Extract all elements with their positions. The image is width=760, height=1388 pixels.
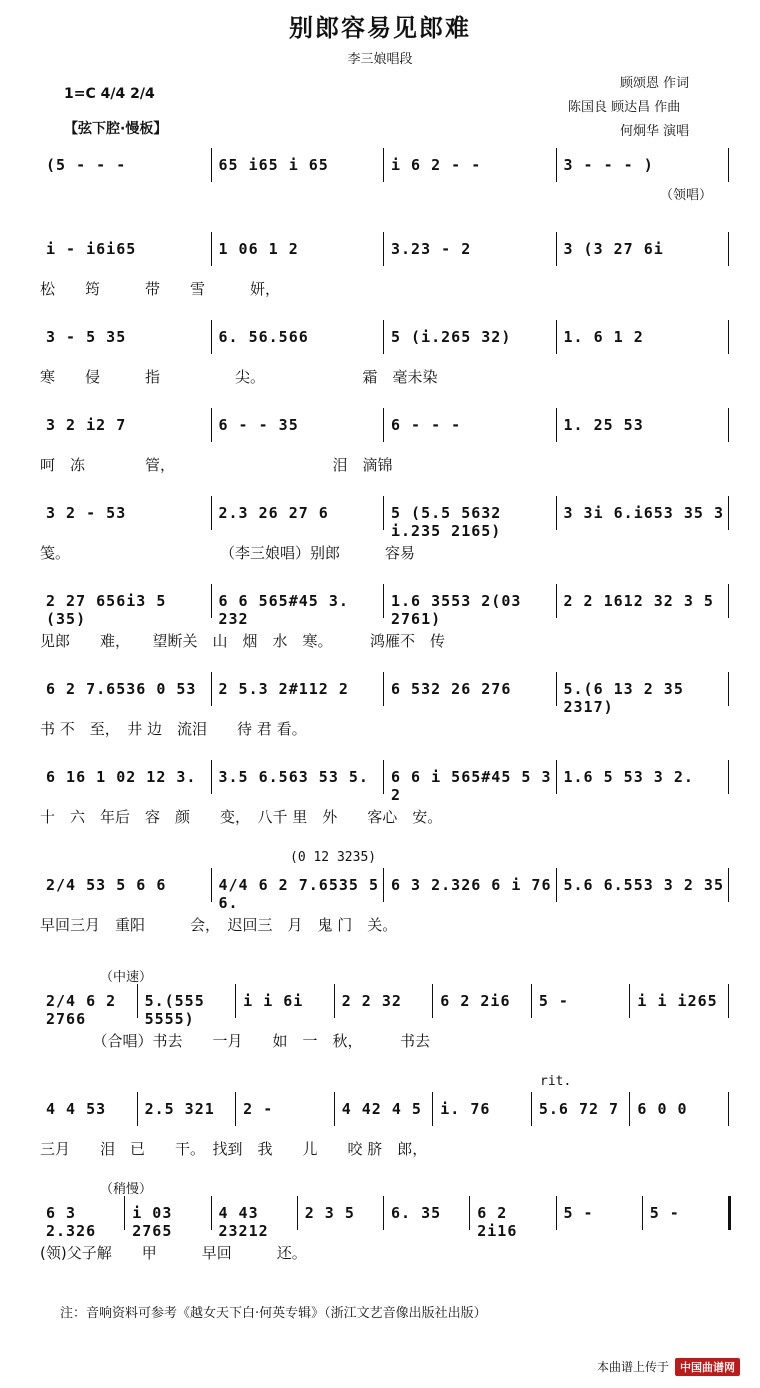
measure-notes: 4 42 4 5: [341, 1100, 422, 1118]
bar-line: [383, 408, 384, 442]
measure-notes: 5 -: [538, 992, 569, 1010]
measure-notes: 1 06 1 2: [218, 240, 299, 258]
score-system: [40, 584, 730, 650]
bar-line: [432, 1092, 433, 1126]
bar-line: [297, 1196, 298, 1230]
bar-line: [728, 148, 729, 182]
bar-line: [556, 672, 557, 706]
staff-line: [40, 1092, 730, 1126]
bar-line: [556, 760, 557, 794]
lyrics-line: 松 筠 带 雪 妍，: [40, 280, 281, 298]
measure-notes: 3 - - - ): [563, 156, 654, 174]
lyrics-line: 笺。 （李三娘唱）别郎 容易: [40, 544, 416, 562]
composer-credit: 陈国良 顾达昌 作曲: [568, 100, 681, 115]
bar-line: [383, 496, 384, 530]
score-system: [40, 1074, 730, 1158]
score-system: [40, 1182, 730, 1262]
bar-line: [556, 496, 557, 530]
bar-line: [556, 408, 557, 442]
measure-notes: 6 16 1 02 12 3.: [46, 768, 197, 786]
annotation-above: (0 12 3235): [290, 850, 377, 865]
bar-line: [556, 148, 557, 182]
key-signature: 1=C 4/4 2/4: [64, 86, 155, 102]
measure-notes: 2.5 321: [144, 1100, 215, 1118]
measure-notes: 6. 35: [391, 1204, 442, 1222]
score-system: [40, 148, 730, 203]
footnote: 注：音响资料可参考《越女天下白·何英专辑》（浙江文艺音像出版社出版）: [60, 1306, 487, 1321]
page-subtitle: 李三娘唱段: [347, 52, 413, 67]
score-system: [40, 496, 730, 562]
bar-line: [124, 1196, 125, 1230]
measure-notes: 1. 6 1 2: [563, 328, 644, 346]
measure-notes: 5.(555 5555): [144, 992, 205, 1028]
lyrics-line: 三月 泪 已 干。 找到 我 儿 咬 脐 郎，: [40, 1140, 428, 1158]
measure-notes: 6. 56.566: [218, 328, 309, 346]
site-logo: 中国曲谱网: [675, 1358, 740, 1376]
bar-line: [469, 1196, 470, 1230]
measure-notes: 3.23 - 2: [391, 240, 472, 258]
measure-notes: 6 2 2i16: [477, 1204, 518, 1240]
measure-notes: 1.6 3553 2(03 2761): [391, 592, 522, 628]
measure-notes: 5.6 6.553 3 2 35: [563, 876, 724, 894]
bar-line: [211, 1196, 212, 1230]
singer-credit: 何炯华 演唱: [620, 124, 690, 139]
measure-notes: 2 27 656i3 5 (35): [46, 592, 167, 628]
bar-line: [383, 584, 384, 618]
measure-notes: i 03 2765: [132, 1204, 173, 1240]
bar-line: [211, 760, 212, 794]
bar-line: [211, 672, 212, 706]
score-system: [40, 408, 730, 474]
measure-notes: 6 6 i 565#45 5 3 2: [391, 768, 552, 804]
tempo-style: 【弦下腔·慢板】: [64, 121, 168, 137]
bar-line: [211, 408, 212, 442]
measure-notes: 1. 25 53: [563, 416, 644, 434]
measure-notes: 6 0 0: [637, 1100, 688, 1118]
measure-notes: 4/4 6 2 7.6535 5 6.: [218, 876, 379, 912]
staff-line: [40, 496, 730, 540]
bar-line: [728, 408, 729, 442]
bar-line: [556, 320, 557, 354]
bar-line: [383, 148, 384, 182]
bar-line: [334, 1092, 335, 1126]
measure-notes: 3.5 6.563 53 5.: [218, 768, 369, 786]
measure-notes: 1.6 5 53 3 2.: [563, 768, 694, 786]
lyrics-line: 呵 冻 管， 泪 滴锦: [40, 456, 393, 474]
bar-line: [383, 760, 384, 794]
bar-line: [334, 984, 335, 1018]
measure-notes: 6 - - -: [391, 416, 462, 434]
measure-notes: 5 (5.5 5632 i.235 2165): [391, 504, 502, 540]
measure-notes: 6 6 565#45 3. 232: [218, 592, 349, 628]
staff-line: [40, 984, 730, 1028]
measure-notes: 4 4 53: [46, 1100, 107, 1118]
staff-line: [40, 232, 730, 266]
staff-line: [40, 320, 730, 354]
measure-notes: 6 2 7.6536 0 53: [46, 680, 197, 698]
measure-notes: 6 3 2.326 6 i 76: [391, 876, 552, 894]
bar-line: [531, 984, 532, 1018]
bar-line: [629, 1092, 630, 1126]
measure-notes: 2/4 6 2 2766: [46, 992, 117, 1028]
bar-line: [432, 984, 433, 1018]
measure-notes: i i 6i: [243, 992, 304, 1010]
measure-notes: 2 -: [243, 1100, 274, 1118]
score-system: [40, 760, 730, 826]
bar-line: [728, 584, 729, 618]
staff-line: [40, 148, 730, 182]
bar-line: [531, 1092, 532, 1126]
bar-line: [383, 1196, 384, 1230]
bar-line: [629, 984, 630, 1018]
annotation-above: （稍慢）: [100, 1182, 153, 1197]
score-system: [40, 232, 730, 298]
measure-notes: 3 2 - 53: [46, 504, 127, 522]
bar-line: [556, 232, 557, 266]
bar-line: [728, 496, 729, 530]
bar-line: [728, 760, 729, 794]
bar-line: [137, 1092, 138, 1126]
bar-line: [211, 868, 212, 902]
bar-line: [235, 1092, 236, 1126]
measure-notes: 3 2 i2 7: [46, 416, 127, 434]
bar-line: [728, 672, 729, 706]
staff-line: [40, 672, 730, 716]
measure-notes: 2 2 32: [341, 992, 402, 1010]
measure-notes: 65 i65 i 65: [218, 156, 329, 174]
staff-line: [40, 584, 730, 628]
measure-notes: 6 3 2.326: [46, 1204, 97, 1240]
measure-notes: 2/4 53 5 6 6: [46, 876, 167, 894]
measure-notes: 5 (i.265 32): [391, 328, 512, 346]
measure-notes: 5 -: [649, 1204, 680, 1222]
measure-notes: i 6 2 - -: [391, 156, 482, 174]
bar-line: [728, 1196, 731, 1230]
bar-line: [728, 232, 729, 266]
bar-line: [383, 320, 384, 354]
measure-notes: 3 - 5 35: [46, 328, 127, 346]
annotation-above: rit.: [540, 1074, 572, 1089]
bar-line: [383, 232, 384, 266]
staff-line: [40, 408, 730, 442]
bar-line: [211, 320, 212, 354]
lyrics-line: 十 六 年后 容 颜 变， 八千 里 外 客心 安。: [40, 808, 443, 826]
staff-line: [40, 1196, 730, 1240]
measure-notes: 2 3 5: [304, 1204, 355, 1222]
bar-line: [728, 320, 729, 354]
bar-line: [383, 672, 384, 706]
bar-line: [556, 868, 557, 902]
bar-line: [642, 1196, 643, 1230]
bar-line: [211, 584, 212, 618]
measure-notes: 5.(6 13 2 35 2317): [563, 680, 684, 716]
bar-line: [556, 1196, 557, 1230]
measure-notes: 3 3i 6.i653 35 3: [563, 504, 724, 522]
bar-line: [728, 868, 729, 902]
measure-notes: 5.6 72 7: [538, 1100, 620, 1118]
measure-notes: 6 532 26 276: [391, 680, 512, 698]
annotation-above: （中速）: [100, 970, 153, 985]
score-system: [40, 320, 730, 386]
score-system: [40, 850, 730, 934]
lyrics-line: (领)父子解 甲 早回 还。: [40, 1244, 307, 1262]
staff-line: [40, 868, 730, 912]
measure-notes: 6 2 2i6: [440, 992, 511, 1010]
measure-notes: i i i265: [637, 992, 718, 1010]
staff-line: [40, 760, 730, 804]
bar-line: [728, 1092, 729, 1126]
bar-line: [383, 868, 384, 902]
measure-notes: 6 - - 35: [218, 416, 299, 434]
measure-notes: 3 (3 27 6i: [563, 240, 664, 258]
lyricist-credit: 顾颂恩 作词: [620, 76, 690, 91]
footer: [597, 1358, 740, 1376]
lyrics-line: 早回三月 重阳 会， 迟回三 月 鬼 门 关。: [40, 916, 398, 934]
measure-notes: i. 76: [440, 1100, 491, 1118]
score-system: [40, 970, 730, 1050]
measure-notes: 5 -: [563, 1204, 594, 1222]
bar-line: [211, 148, 212, 182]
lyrics-line: 书 不 至， 井 边 流泪 待 君 看。: [40, 720, 307, 738]
bar-line: [211, 232, 212, 266]
measure-notes: 2 2 1612 32 3 5: [563, 592, 714, 610]
bar-line: [211, 496, 212, 530]
upload-text: 本曲谱上传于: [596, 1360, 669, 1374]
bar-line: [137, 984, 138, 1018]
lyrics-line: 寒 侵 指 尖。 霜 毫未染: [40, 368, 438, 386]
lyrics-line: （合唱）书去 一月 如 一 秋， 书去: [40, 1032, 431, 1050]
measure-notes: 2.3 26 27 6: [218, 504, 329, 522]
page-title: 别郎容易见郎难: [289, 14, 471, 42]
bar-line: [728, 984, 729, 1018]
measure-notes: 2 5.3 2#112 2: [218, 680, 349, 698]
bar-line: [235, 984, 236, 1018]
measure-notes: (5 - - -: [46, 156, 127, 174]
lyrics-line: 见郎 难， 望断关 山 烟 水 寒。 鸿雁不 传: [40, 632, 446, 650]
score-system: [40, 672, 730, 738]
bar-line: [556, 584, 557, 618]
measure-notes: 4 43 23212: [218, 1204, 269, 1240]
measure-notes: i - i6i65: [46, 240, 137, 258]
role-note: （领唱）: [660, 188, 713, 203]
